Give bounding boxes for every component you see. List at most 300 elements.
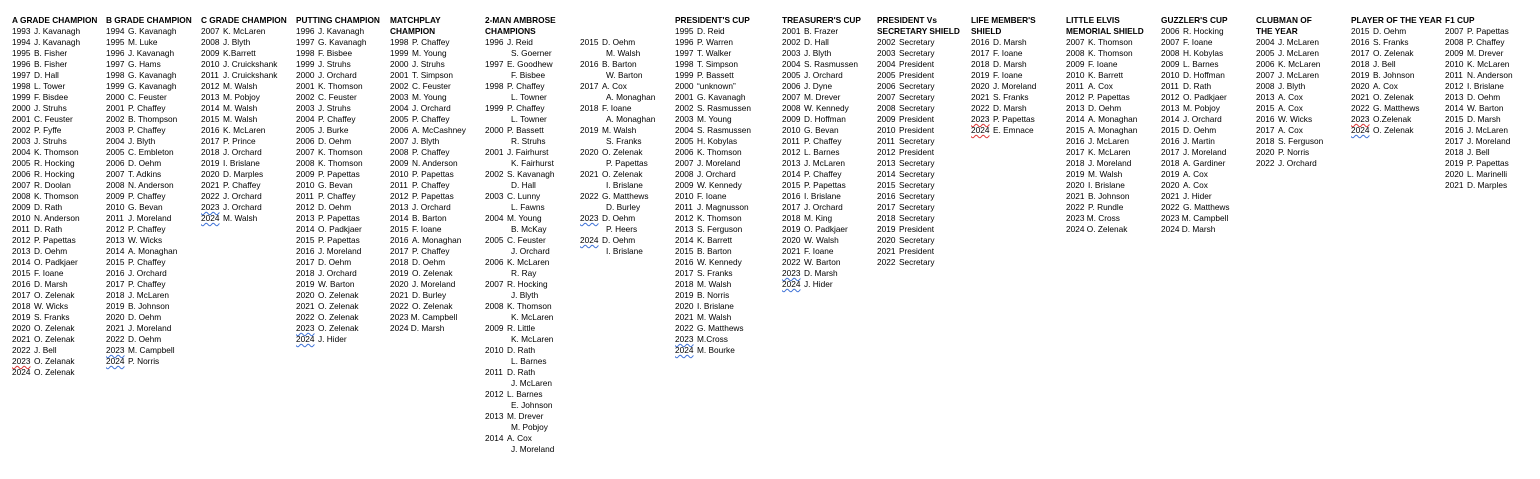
winner-row <box>580 158 655 169</box>
row-winner: J. Orchard <box>223 191 262 201</box>
row-winner: J. Moreland <box>1467 136 1511 146</box>
row-year: 2015 <box>1161 125 1180 135</box>
row-year: 2002 <box>296 92 315 102</box>
winner-row <box>390 257 466 268</box>
row-winner: P. Chaffey <box>412 114 450 124</box>
winner-row <box>782 257 861 268</box>
row-winner: Secretary <box>899 81 935 91</box>
row-winner: J. Orchard <box>511 246 550 256</box>
winner-row <box>12 37 97 48</box>
row-year: 2010 <box>106 202 125 212</box>
winner-row <box>485 334 556 345</box>
winner-row <box>1445 169 1513 180</box>
winner-row <box>877 180 960 191</box>
winner-row <box>971 103 1036 114</box>
winner-row <box>296 81 380 92</box>
winner-row <box>971 59 1036 70</box>
row-year: 2001 <box>782 26 801 36</box>
row-winner: J. Orchard <box>697 169 736 179</box>
row-winner: O. Zelenak <box>1373 92 1414 102</box>
winner-row <box>296 180 380 191</box>
winner-row <box>12 356 97 367</box>
row-winner: P. Chaffey <box>128 191 166 201</box>
winner-row <box>1256 158 1323 169</box>
row-year: 2020 <box>1066 180 1085 190</box>
honour-column-4 <box>390 15 466 334</box>
row-winner: J. McLaren <box>128 290 170 300</box>
row-winner: M. Walsh <box>223 114 258 124</box>
row-year: 2015 <box>106 257 125 267</box>
row-winner: O. Zelenak <box>34 367 75 377</box>
winner-row <box>485 180 556 191</box>
row-year: 2005 <box>1256 48 1275 58</box>
row-winner: S. Franks <box>606 136 642 146</box>
winner-row <box>877 257 960 268</box>
winner-row <box>782 59 861 70</box>
winner-row <box>782 125 861 136</box>
column-title: SECRETARY SHIELD <box>877 26 960 36</box>
winner-row <box>675 48 751 59</box>
winner-row <box>485 224 556 235</box>
row-winner: B. Barton <box>412 213 447 223</box>
row-winner: K. Thomson <box>318 158 363 168</box>
row-winner: N. Anderson <box>34 213 80 223</box>
row-winner: P. Bassett <box>507 125 544 135</box>
row-winner: I. Brislane <box>697 301 734 311</box>
winner-row <box>1161 81 1230 92</box>
winner-row <box>1256 136 1323 147</box>
row-winner: G. Kavanagh <box>128 81 177 91</box>
winner-row <box>1066 103 1144 114</box>
winner-row <box>390 147 466 158</box>
row-year: 2016 <box>201 125 220 135</box>
winner-row <box>390 202 466 213</box>
row-winner: C. Feuster <box>318 92 357 102</box>
row-winner: F. Ioane <box>993 70 1023 80</box>
row-year: 2007 <box>296 147 315 157</box>
row-winner: G. Kavanagh <box>128 26 177 36</box>
winner-row <box>1256 147 1323 158</box>
row-winner: M. Walsh <box>1088 169 1123 179</box>
row-year: 2004 <box>1256 37 1275 47</box>
row-year: 2020 <box>390 279 409 289</box>
winner-row <box>12 81 97 92</box>
row-year: 2016 <box>1066 136 1085 146</box>
winner-row <box>485 279 556 290</box>
winner-row <box>580 125 655 136</box>
winner-row <box>12 191 97 202</box>
row-year: 2023 <box>201 202 220 212</box>
row-year: 2005 <box>106 147 125 157</box>
winner-row <box>485 114 556 125</box>
winner-row <box>580 114 655 125</box>
winner-row <box>1256 103 1323 114</box>
row-winner: P. Chaffey <box>804 136 842 146</box>
row-year: 2018 <box>1445 147 1464 157</box>
row-winner: D. Marsh <box>34 279 68 289</box>
row-winner: Secretary <box>899 257 935 267</box>
winner-row <box>390 136 466 147</box>
row-winner: O. Zelenak <box>1373 48 1414 58</box>
row-winner: J. Blyth <box>223 37 251 47</box>
row-year: 1996 <box>675 37 694 47</box>
row-winner: L. Fawns <box>511 202 545 212</box>
row-year: 2019 <box>675 290 694 300</box>
winner-row <box>1161 191 1230 202</box>
row-year: 2016 <box>1161 136 1180 146</box>
row-year: 2005 <box>485 235 504 245</box>
winner-row <box>782 180 861 191</box>
winner-row <box>485 367 556 378</box>
row-winner: L. Barnes <box>804 147 840 157</box>
row-year: 2022 <box>971 103 990 113</box>
winner-row <box>485 345 556 356</box>
row-winner: 2024 D. Marsh <box>390 323 445 333</box>
row-winner: B. Fisher <box>34 59 68 69</box>
row-year: 2006 <box>1256 59 1275 69</box>
winner-row <box>1445 136 1513 147</box>
winner-row <box>485 169 556 180</box>
winner-row <box>971 125 1036 136</box>
winner-row <box>675 92 751 103</box>
row-year: 2022 <box>296 312 315 322</box>
row-year: 2022 <box>201 191 220 201</box>
row-year: 2006 <box>12 169 31 179</box>
row-winner: D. Rath <box>34 202 63 212</box>
winner-row <box>106 213 192 224</box>
row-winner: C. Feuster <box>412 81 451 91</box>
winner-row <box>201 213 287 224</box>
row-winner: R. Hocking <box>507 279 548 289</box>
winner-row <box>1161 26 1230 37</box>
column-title: 2-MAN AMBROSE <box>485 15 556 25</box>
row-year: 2023 <box>106 345 125 355</box>
winner-row <box>296 37 380 48</box>
row-winner: P. Papettas <box>1467 158 1509 168</box>
winner-row <box>12 290 97 301</box>
row-winner: P. Heers <box>606 224 638 234</box>
winner-row <box>675 213 751 224</box>
row-year: 2023 <box>1351 114 1370 124</box>
row-winner: S. Rasmussen <box>697 103 751 113</box>
row-year: 2004 <box>106 136 125 146</box>
row-winner: Secretary <box>899 169 935 179</box>
row-winner: D. Oehm <box>128 312 162 322</box>
row-year: 2019 <box>971 70 990 80</box>
row-year: 2006 <box>106 158 125 168</box>
row-winner: P. Papettas <box>34 235 76 245</box>
row-year: 2022 <box>1256 158 1275 168</box>
row-year: 2018 <box>971 59 990 69</box>
row-winner: D. Oehm <box>412 257 446 267</box>
winner-row <box>1161 59 1230 70</box>
winner-row <box>1066 147 1144 158</box>
winner-row <box>877 37 960 48</box>
winner-row <box>390 268 466 279</box>
row-winner: D. Oehm <box>1183 125 1217 135</box>
winner-row <box>782 48 861 59</box>
row-winner: B. Barton <box>697 246 732 256</box>
row-year: 2006 <box>485 257 504 267</box>
column-title: CLUBMAN OF <box>1256 15 1312 25</box>
row-winner: E. Johnson <box>511 400 553 410</box>
winner-row <box>12 92 97 103</box>
row-year: 2023 <box>971 114 990 124</box>
winner-row <box>485 136 556 147</box>
winner-row <box>296 202 380 213</box>
row-winner: President <box>899 125 935 135</box>
row-year: 2008 <box>1066 48 1085 58</box>
winner-row <box>106 169 192 180</box>
row-winner: D. Oehm <box>128 158 162 168</box>
row-winner: W. Barton <box>606 70 643 80</box>
winner-row <box>675 70 751 81</box>
row-winner: K. McLaren <box>511 312 554 322</box>
row-winner: O. Padkjaer <box>318 224 362 234</box>
row-year: 2020 <box>877 235 896 245</box>
winner-row <box>12 224 97 235</box>
row-winner: P. Chaffey <box>507 81 545 91</box>
row-year: 2011 <box>782 136 800 146</box>
row-year: 2020 <box>580 147 599 157</box>
winner-row <box>296 268 380 279</box>
row-year: 2009 <box>485 323 504 333</box>
row-winner: T. Walker <box>697 48 732 58</box>
winner-row <box>12 334 97 345</box>
row-year: 2023 <box>12 356 31 366</box>
row-year: 2018 <box>675 279 694 289</box>
row-year: 2018 <box>1161 158 1180 168</box>
row-winner: J. Martin <box>1183 136 1215 146</box>
row-winner: C. Feuster <box>507 235 546 245</box>
winner-row <box>12 103 97 114</box>
row-year: 2009 <box>877 114 896 124</box>
row-winner: President <box>899 224 935 234</box>
row-winner: P. Norris <box>1278 147 1310 157</box>
winner-row <box>782 70 861 81</box>
winner-row <box>485 444 556 455</box>
winner-row <box>1066 81 1144 92</box>
winner-row <box>1351 125 1442 136</box>
row-year: 2002 <box>390 81 409 91</box>
row-winner: C. Feuster <box>34 114 73 124</box>
winner-row <box>12 147 97 158</box>
row-winner: M. Walsh <box>697 279 732 289</box>
winner-row <box>580 147 655 158</box>
winner-row <box>390 158 466 169</box>
row-winner: J. Orchard <box>804 70 843 80</box>
row-winner: D. Oehm <box>318 202 352 212</box>
row-year: 2009 <box>782 114 801 124</box>
row-winner: J. Burke <box>318 125 349 135</box>
winner-row <box>1161 37 1230 48</box>
row-year: 2016 <box>877 191 896 201</box>
column-title: C GRADE CHAMPION <box>201 15 287 25</box>
row-winner: J. Moreland <box>511 444 555 454</box>
row-year: 1997 <box>675 48 694 58</box>
row-year: 2006 <box>390 125 409 135</box>
winner-row <box>485 37 556 48</box>
winner-row <box>201 81 287 92</box>
winner-row <box>580 246 655 257</box>
row-winner: A. Cox <box>1278 92 1303 102</box>
row-winner: P. Papettas <box>412 169 454 179</box>
row-winner: J. Orchard <box>412 103 451 113</box>
row-winner: P. Rundle <box>1088 202 1124 212</box>
row-year: 2009 <box>390 158 409 168</box>
winner-row <box>580 235 655 246</box>
row-year: 2022 <box>106 334 125 344</box>
winner-row <box>782 246 861 257</box>
row-year: 2021 <box>390 290 409 300</box>
row-winner: F. Ioane <box>602 103 632 113</box>
row-year: 2013 <box>877 158 896 168</box>
winner-row <box>1066 180 1144 191</box>
row-winner: W. Wicks <box>34 301 69 311</box>
row-year: 2020 <box>782 235 801 245</box>
winner-row <box>782 26 861 37</box>
row-year: 2023 <box>296 323 315 333</box>
row-year: 2017 <box>1351 48 1370 58</box>
row-year: 2012 <box>12 235 31 245</box>
row-winner: P. Norris <box>128 356 160 366</box>
winner-row <box>675 158 751 169</box>
winner-row <box>12 169 97 180</box>
row-year: 2012 <box>106 224 125 234</box>
winner-row <box>485 411 556 422</box>
row-winner: D. Oehm <box>602 213 636 223</box>
row-winner: J. McLaren <box>804 158 846 168</box>
row-winner: G. Matthews <box>1183 202 1230 212</box>
row-year: 2012 <box>675 213 694 223</box>
row-winner: K. McLaren <box>507 257 550 267</box>
row-winner: P. Papettas <box>318 169 360 179</box>
row-winner: G. Hams <box>128 59 161 69</box>
row-winner: President <box>899 147 935 157</box>
row-year: 2021 <box>1066 191 1085 201</box>
winner-row <box>1445 26 1513 37</box>
row-winner: A. Monaghan <box>412 235 462 245</box>
winner-row <box>675 59 751 70</box>
honour-column-0 <box>12 15 97 378</box>
winner-row <box>485 246 556 257</box>
winner-row <box>485 147 556 158</box>
row-year: 2002 <box>877 37 896 47</box>
row-winner: J. Kavanagh <box>34 26 81 36</box>
winner-row <box>485 59 556 70</box>
winner-row <box>1161 224 1230 235</box>
row-winner: M. Pobjoy <box>223 92 260 102</box>
row-year: 2024 <box>971 125 990 135</box>
winner-row <box>580 70 655 81</box>
winner-row <box>580 191 655 202</box>
row-winner: Secretary <box>899 37 935 47</box>
row-winner: M. Walsh <box>606 48 641 58</box>
row-winner: D. Burley <box>606 202 641 212</box>
winner-row <box>106 301 192 312</box>
row-winner: P. Chaffey <box>412 37 450 47</box>
winner-row <box>1256 92 1323 103</box>
winner-row <box>106 48 192 59</box>
winner-row <box>485 92 556 103</box>
row-winner: J. McLaren <box>1088 136 1130 146</box>
winner-row <box>485 202 556 213</box>
winner-row <box>782 235 861 246</box>
row-winner: O. Zelenak <box>318 312 359 322</box>
row-winner: D. Oehm <box>1088 103 1122 113</box>
winner-row <box>675 279 751 290</box>
row-year: 2020 <box>675 301 694 311</box>
row-year: 2014 <box>1161 114 1180 124</box>
winner-row <box>106 224 192 235</box>
row-year: 2011 <box>296 191 314 201</box>
row-winner: I. Brislane <box>1467 81 1504 91</box>
row-winner: P. Papettas <box>412 191 454 201</box>
row-year: 2018 <box>1066 158 1085 168</box>
row-winner: B. Johnson <box>1088 191 1130 201</box>
row-year: 2024 <box>580 235 599 245</box>
row-winner: D. Marsh <box>993 103 1027 113</box>
winner-row <box>971 70 1036 81</box>
winner-row <box>106 26 192 37</box>
row-winner: S. Goerner <box>511 48 552 58</box>
row-winner: M. Drever <box>1467 48 1504 58</box>
winner-row <box>296 158 380 169</box>
winner-row <box>675 312 751 323</box>
row-year: 2011 <box>201 70 219 80</box>
row-year: 2007 <box>675 158 694 168</box>
row-winner: F. Bisbee <box>511 70 546 80</box>
winner-row <box>12 235 97 246</box>
row-year: 2000 <box>296 70 315 80</box>
row-year: 2024 <box>296 334 315 344</box>
column-title: A GRADE CHAMPION <box>12 15 98 25</box>
row-winner: A. Gardiner <box>1183 158 1226 168</box>
row-year: 2007 <box>390 136 409 146</box>
winner-row <box>1161 213 1230 224</box>
winner-row <box>1161 70 1230 81</box>
honour-column-5 <box>485 15 556 455</box>
row-winner: J. Hider <box>318 334 347 344</box>
winner-row <box>485 312 556 323</box>
row-winner: K. McLaren <box>1088 147 1131 157</box>
winner-row <box>106 158 192 169</box>
row-year: 2017 <box>201 136 220 146</box>
row-year: 2017 <box>782 202 801 212</box>
winner-row <box>296 169 380 180</box>
row-winner: Secretary <box>899 180 935 190</box>
winner-row <box>296 246 380 257</box>
winner-row <box>1351 92 1442 103</box>
row-year: 2004 <box>782 59 801 69</box>
row-winner: A. Cox <box>1183 180 1208 190</box>
row-year: 2017 <box>675 268 694 278</box>
row-winner: B. Barton <box>602 59 637 69</box>
winner-row <box>485 389 556 400</box>
row-winner: I. Brislane <box>223 158 260 168</box>
row-winner: A. Cox <box>602 81 627 91</box>
winner-row <box>877 48 960 59</box>
winner-row <box>1445 70 1513 81</box>
row-winner: J. Blyth <box>128 136 156 146</box>
row-year: 2005 <box>782 70 801 80</box>
winner-row <box>675 136 751 147</box>
honour-column-14 <box>1351 15 1442 136</box>
winner-row <box>675 114 751 125</box>
row-winner: P. Chaffey <box>412 180 450 190</box>
row-year: 1998 <box>296 48 315 58</box>
winner-row <box>1066 213 1144 224</box>
